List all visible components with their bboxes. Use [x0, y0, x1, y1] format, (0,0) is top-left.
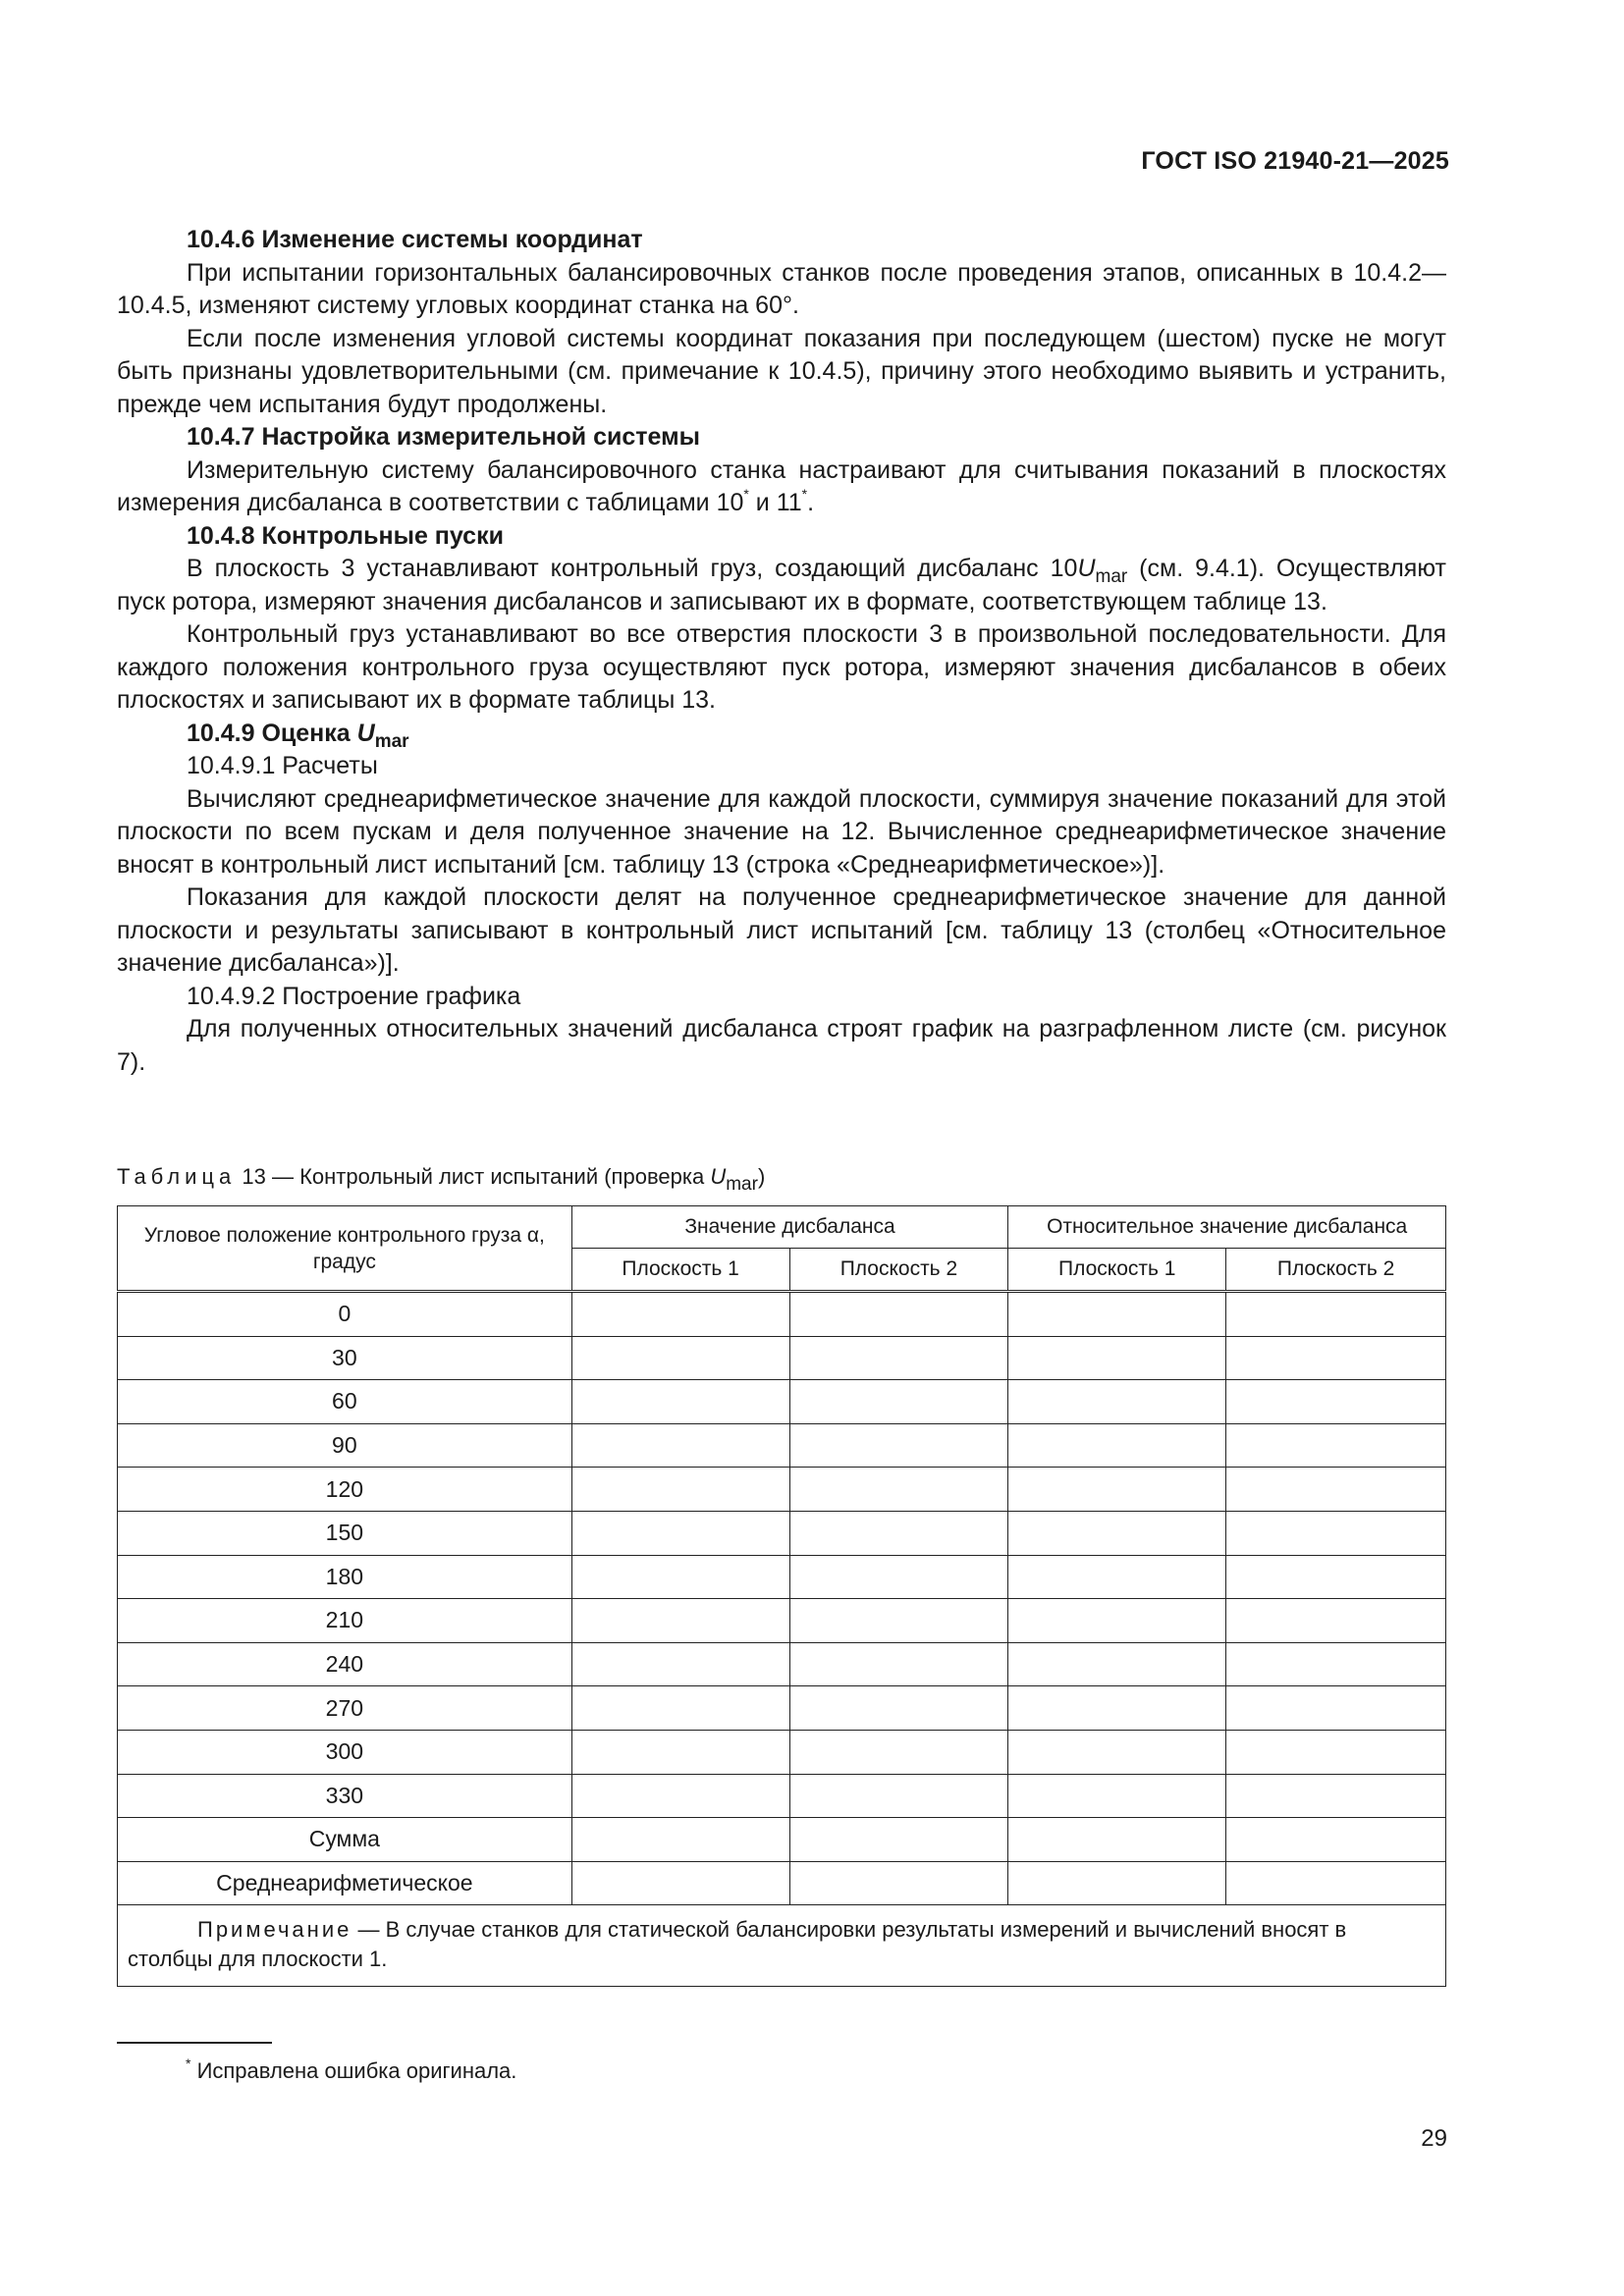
row-label: 300: [118, 1730, 572, 1774]
text-run: .: [807, 489, 815, 516]
table-row: [118, 1642, 1446, 1686]
empty-cell: [1226, 1380, 1446, 1424]
empty-cell: [571, 1292, 789, 1337]
empty-cell: [1008, 1292, 1226, 1337]
test-checklist-table: [117, 1205, 1446, 1987]
table-row: [118, 1555, 1446, 1599]
table-row: [118, 1861, 1446, 1905]
empty-cell: [1226, 1555, 1446, 1599]
column-header-plane-2: Плоскость 2: [789, 1249, 1008, 1292]
table-row: [118, 1468, 1446, 1512]
table-row: [118, 1818, 1446, 1862]
section-10-4-6-title: 10.4.6 Изменение системы координат: [187, 226, 643, 253]
empty-cell: [789, 1380, 1008, 1424]
row-label: 0: [118, 1292, 572, 1337]
table-row: [118, 1336, 1446, 1380]
empty-cell: [571, 1423, 789, 1468]
empty-cell: [1226, 1818, 1446, 1862]
empty-cell: [1008, 1511, 1226, 1555]
empty-cell: [1008, 1818, 1226, 1862]
empty-cell: [1226, 1686, 1446, 1731]
column-header-relative: Относительное значение дисбаланса: [1008, 1206, 1446, 1249]
empty-cell: [1008, 1555, 1226, 1599]
empty-cell: [571, 1336, 789, 1380]
empty-cell: [1008, 1861, 1226, 1905]
empty-cell: [1226, 1599, 1446, 1643]
column-header-value: Значение дисбаланса: [571, 1206, 1008, 1249]
empty-cell: [789, 1774, 1008, 1818]
table-row: [118, 1292, 1446, 1337]
note-text: — В случае станков для статической балансировки результаты измерений и вычислений вносят в столбцы для плоскости 1.: [128, 1917, 1347, 1972]
row-label: 120: [118, 1468, 572, 1512]
row-label: 210: [118, 1599, 572, 1643]
page-number: 29: [1421, 2125, 1447, 2152]
table-row: [118, 1730, 1446, 1774]
row-label: 90: [118, 1423, 572, 1468]
paragraph: Контрольный груз устанавливают во все отверстия плоскости 3 в произвольной последовательности. Для каждого положения контрольного груза осуществляют пуск ротора, измеряют значения дисбалансов в обеих плоскостях и записывают их в формате таблицы 13.: [117, 620, 1446, 714]
paragraph: Показания для каждой плоскости делят на полученное среднеарифметическое значение для данной плоскости и результаты записывают в контрольный лист испытаний [см. таблицу 13 (столбец «Относительное значение дисбаланса»)].: [117, 883, 1446, 977]
row-label: 330: [118, 1774, 572, 1818]
subsection-10-4-9-1-title: 10.4.9.1 Расчеты: [187, 752, 378, 779]
symbol-u: U: [1077, 555, 1096, 582]
row-label: 150: [118, 1511, 572, 1555]
table-row: [118, 1774, 1446, 1818]
column-header-angle: Угловое положение контрольного груза α, градус: [118, 1206, 572, 1292]
empty-cell: [1226, 1336, 1446, 1380]
footnote: [186, 2056, 516, 2084]
footnote-mark: *: [801, 486, 808, 502]
empty-cell: [1008, 1468, 1226, 1512]
text-run: 13 — Контрольный лист испытаний (проверка: [236, 1164, 711, 1189]
empty-cell: [789, 1511, 1008, 1555]
table-note: [118, 1905, 1446, 1987]
empty-cell: [1226, 1642, 1446, 1686]
empty-cell: [571, 1511, 789, 1555]
symbol-u: U: [356, 719, 375, 747]
text-run: В плоскость 3 устанавливают контрольный груз, создающий дисбаланс 10: [187, 555, 1078, 582]
section-10-4-7-title: 10.4.7 Настройка измерительной системы: [187, 423, 700, 451]
empty-cell: [1226, 1292, 1446, 1337]
section-10-4-8-title: 10.4.8 Контрольные пуски: [187, 521, 504, 550]
column-header-plane-1: Плоскость 1: [571, 1249, 789, 1292]
paragraph: [117, 553, 1446, 618]
empty-cell: [789, 1686, 1008, 1731]
empty-cell: [789, 1730, 1008, 1774]
empty-cell: [789, 1423, 1008, 1468]
empty-cell: [571, 1380, 789, 1424]
symbol-subscript: mar: [1095, 566, 1128, 587]
empty-cell: [571, 1861, 789, 1905]
table-row: [118, 1686, 1446, 1731]
empty-cell: [1008, 1774, 1226, 1818]
empty-cell: [571, 1686, 789, 1731]
table-row: [118, 1380, 1446, 1424]
paragraph: [117, 454, 1446, 520]
column-header-plane-2: Плоскость 2: [1226, 1249, 1446, 1292]
footnote-divider: [117, 2042, 272, 2044]
text-run: ): [757, 1164, 766, 1189]
empty-cell: [1008, 1599, 1226, 1643]
row-label: 60: [118, 1380, 572, 1424]
row-label: 240: [118, 1642, 572, 1686]
paragraph: Вычисляют среднеарифметическое значение для каждой плоскости, суммируя значение показаний для этой плоскости по всем пускам и деля полученное значение на 12. Вычисленное среднеарифметическое значение вносят в контрольный лист испытаний [см. таблицу 13 (строка «Среднеарифметическое»)].: [117, 784, 1446, 879]
table-row: [118, 1599, 1446, 1643]
footnote-text: Исправлена ошибка оригинала.: [190, 2058, 517, 2083]
row-label: 270: [118, 1686, 572, 1731]
empty-cell: [1226, 1511, 1446, 1555]
row-label: 180: [118, 1555, 572, 1599]
empty-cell: [1226, 1730, 1446, 1774]
row-label: 30: [118, 1336, 572, 1380]
empty-cell: [571, 1599, 789, 1643]
column-header-plane-1: Плоскость 1: [1008, 1249, 1226, 1292]
text-run: и 11: [748, 489, 802, 516]
empty-cell: [1008, 1686, 1226, 1731]
empty-cell: [789, 1292, 1008, 1337]
subsection-10-4-9-2-title: 10.4.9.2 Построение графика: [187, 982, 521, 1010]
empty-cell: [789, 1468, 1008, 1512]
paragraph: Если после изменения угловой системы координат показания при последующем (шестом) пуске не могут быть признаны удовлетворительными (см. примечание к 10.4.5), причину этого необходимо выявить и устранить, прежде чем испытания будут продолжены.: [117, 324, 1446, 418]
empty-cell: [789, 1861, 1008, 1905]
empty-cell: [1226, 1468, 1446, 1512]
empty-cell: [789, 1599, 1008, 1643]
table-caption: [117, 1164, 766, 1195]
paragraph: Для полученных относительных значений дисбаланса строят график на разграфленном листе (см. рисунок 7).: [117, 1015, 1446, 1076]
footnote-mark: *: [186, 2056, 191, 2071]
text-run: Измерительную систему балансировочного станка настраивают для считывания показаний в плоскостях измерения дисбаланса в соответствии с таблицами 10: [117, 455, 1446, 516]
empty-cell: [1008, 1336, 1226, 1380]
symbol-subscript: mar: [374, 730, 409, 752]
paragraph: При испытании горизонтальных балансировочных станков после проведения этапов, описанных в 10.4.2—10.4.5, изменяют систему угловых координат станка на 60°.: [117, 258, 1446, 319]
row-label: Сумма: [118, 1818, 572, 1862]
footnote-mark: *: [743, 486, 749, 502]
symbol-subscript: mar: [726, 1174, 758, 1195]
empty-cell: [789, 1336, 1008, 1380]
empty-cell: [571, 1468, 789, 1512]
empty-cell: [1008, 1423, 1226, 1468]
empty-cell: [1008, 1730, 1226, 1774]
table-body: [118, 1292, 1446, 1987]
empty-cell: [789, 1818, 1008, 1862]
section-10-4-9-title: [117, 718, 1446, 751]
empty-cell: [1226, 1774, 1446, 1818]
empty-cell: [571, 1730, 789, 1774]
empty-cell: [571, 1555, 789, 1599]
empty-cell: [571, 1774, 789, 1818]
empty-cell: [789, 1555, 1008, 1599]
text-run: (см. 9.4.1). Осуществляют пуск ротора, измеряют значения дисбалансов и записывают их в формате, соответствующем таблице 13.: [117, 555, 1446, 615]
empty-cell: [1008, 1642, 1226, 1686]
empty-cell: [789, 1642, 1008, 1686]
empty-cell: [1226, 1861, 1446, 1905]
note-word: Примечание: [197, 1917, 352, 1943]
text-run: 10.4.9 Оценка: [187, 719, 357, 747]
symbol-u: U: [710, 1164, 727, 1189]
document-id: ГОСТ ISO 21940-21—2025: [1141, 147, 1449, 175]
table-row: [118, 1423, 1446, 1468]
empty-cell: [571, 1642, 789, 1686]
row-label: Среднеарифметическое: [118, 1861, 572, 1905]
table-note-row: [118, 1905, 1446, 1987]
caption-word: Таблица: [117, 1164, 237, 1189]
table-row: [118, 1511, 1446, 1555]
body-text: [117, 224, 1446, 1079]
empty-cell: [1226, 1423, 1446, 1468]
empty-cell: [1008, 1380, 1226, 1424]
empty-cell: [571, 1818, 789, 1862]
